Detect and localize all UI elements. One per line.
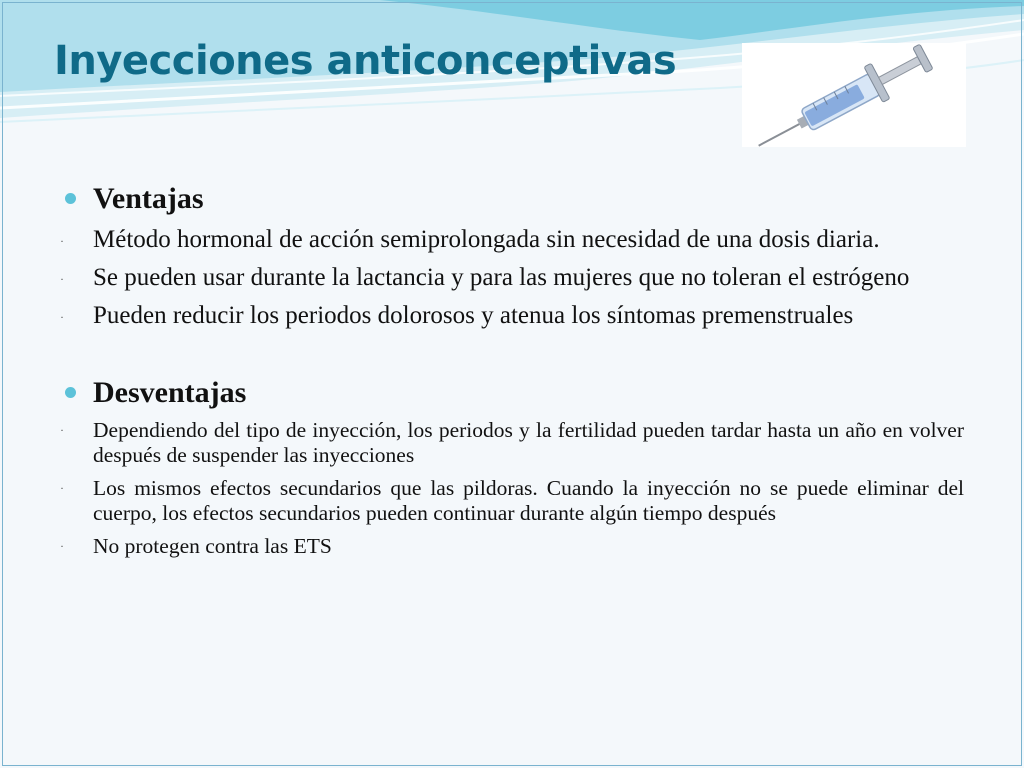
list-item-text: Se pueden usar durante la lactancia y para las mujeres que no toleran el estrógeno xyxy=(93,264,910,291)
list-item xyxy=(60,476,964,526)
list-item-text: Dependiendo del tipo de inyección, los periodos y la fertilidad pueden tardar hasta un año en volver después de suspender las inyecciones xyxy=(93,418,964,467)
bullet-tick-icon: · xyxy=(60,310,64,324)
syringe-icon xyxy=(742,43,966,147)
section-ventajas xyxy=(60,180,964,332)
slide-title: Inyecciones anticonceptivas xyxy=(54,38,677,84)
list-item-text: No protegen contra las ETS xyxy=(93,534,332,558)
section-heading xyxy=(60,374,964,412)
list-item xyxy=(60,534,964,559)
list-item xyxy=(60,299,964,332)
bullet-dot-icon xyxy=(65,387,76,398)
list-item xyxy=(60,418,964,468)
bullet-dot-icon xyxy=(65,193,76,204)
bullet-tick-icon: · xyxy=(60,272,64,286)
syringe-image xyxy=(742,43,966,147)
section-heading xyxy=(60,180,964,218)
slide-content xyxy=(60,180,964,559)
bullet-tick-icon: · xyxy=(60,234,64,248)
list-item xyxy=(60,223,964,256)
list-item xyxy=(60,261,964,294)
list-item-text: Los mismos efectos secundarios que las pildoras. Cuando la inyección no se puede eliminar del cuerpo, los efectos secundarios pueden continuar durante algún tiempo después xyxy=(93,476,964,525)
section-heading-text: Ventajas xyxy=(93,182,204,215)
list-item-text: Método hormonal de acción semiprolongada sin necesidad de una dosis diaria. xyxy=(93,226,880,253)
bullet-tick-icon: · xyxy=(60,481,64,495)
list-item-text: Pueden reducir los periodos dolorosos y atenua los síntomas premenstruales xyxy=(93,302,854,329)
section-desventajas xyxy=(60,374,964,559)
bullet-tick-icon: · xyxy=(60,423,64,437)
bullet-tick-icon: · xyxy=(60,539,64,553)
section-heading-text: Desventajas xyxy=(93,376,247,409)
